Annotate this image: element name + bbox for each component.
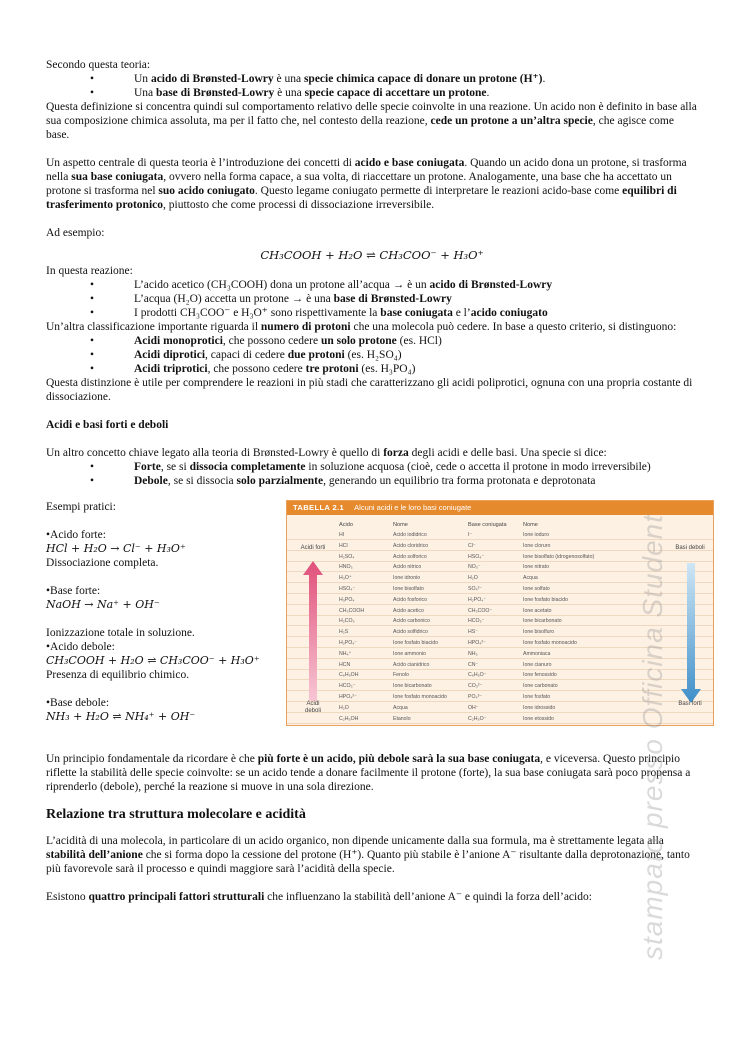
table-cell: Ione cloruro — [523, 542, 551, 549]
text: , se si dissocia — [167, 475, 237, 487]
bold-text: Acidi diprotici — [134, 349, 206, 361]
table-cell: Ione nitrato — [523, 564, 549, 571]
definition-list — [46, 72, 698, 100]
table-cell: OH⁻ — [468, 704, 479, 711]
bold-text: base di Brønsted-Lowry — [333, 293, 452, 305]
paragraph — [46, 320, 698, 334]
table-cell: Ione cianuro — [523, 661, 552, 668]
paragraph — [46, 752, 698, 794]
example-label: Ad esempio: — [46, 227, 105, 239]
table-cell: Ione idronio — [393, 575, 421, 582]
table-cell: C₆H₅O⁻ — [468, 672, 487, 679]
text: che si forma dopo la cessione del protone (H⁺). Quanto più stabile è l’anione A⁻ risultante dalla deprotonazione, tanto più favorevole sarà il processo e quindi maggiore sarà l’acidità della specie. — [46, 849, 690, 875]
bold-text: specie capace di accettare un protone — [304, 87, 487, 99]
text: e l’ — [452, 307, 471, 319]
text: L’acido acetico (CH₃COOH) dona un protone all’acqua → è un — [134, 279, 430, 291]
bold-text: Acidi triprotici — [134, 363, 208, 375]
list-item — [46, 362, 698, 376]
table-cell: NO₃⁻ — [468, 564, 481, 571]
section-heading: Relazione tra struttura molecolare e acidità — [46, 807, 306, 822]
table-cell: H₂S — [339, 629, 349, 636]
strength-list — [46, 460, 698, 488]
text: L’acidità di una molecola, in particolare di un acido organico, non dipende unicamente dalla sua formula, ma è strettamente legata alla — [46, 835, 664, 847]
table-cell: HCO₃⁻ — [468, 618, 485, 625]
examples-label: Esempi pratici: — [46, 501, 116, 513]
bold-text: più forte è un acido, più debole sarà la sua base coniugata — [257, 753, 541, 765]
table-cell: HSO₄⁻ — [468, 553, 485, 560]
table-cell: HCl — [339, 542, 348, 549]
text: Esistono — [46, 891, 89, 903]
text: , che agisce come base. — [46, 115, 674, 141]
table-cell: Acido nitrico — [393, 564, 422, 571]
side-label-basi-forti: Basi forti — [678, 701, 702, 707]
intro-text: Secondo questa teoria: — [46, 59, 151, 71]
bold-text: solo parzialmente — [236, 475, 324, 487]
table-cell: Fenolo — [393, 672, 409, 679]
table-cell: CH₃COOH — [339, 607, 365, 614]
text: Un principio fondamentale da ricordare è che — [46, 753, 258, 765]
table-cell: Ione fosfato — [523, 694, 551, 700]
table-cell: Ione idrossido — [523, 704, 556, 711]
table-cell: H₂PO₄⁻ — [468, 596, 487, 603]
column-header: Acido — [339, 522, 353, 528]
strong-acid-note: Dissociazione completa. — [46, 557, 159, 569]
text: , e viceversa. Questo principio riflette la stabilità delle specie coinvolte: se un acido tende a donare facilmente il protone (forte), la sua base coniugata sarà poco propensa a riprenderlo (debole), perché la reazione si muove in una sola direzione. — [46, 753, 691, 793]
table-cell: HI — [339, 532, 345, 538]
in-reaction-label: In questa reazione: — [46, 265, 133, 277]
table-cell: HSO₄⁻ — [339, 586, 356, 592]
bold-text: un solo protone — [320, 335, 397, 347]
table-cell: Ione carbonato — [523, 683, 558, 690]
table-cell: CN⁻ — [468, 661, 479, 668]
table-cell: Ione bisolfuro — [523, 629, 555, 636]
table-cell: H₂O — [339, 704, 349, 711]
table-cell: Ione fosfato biacido — [523, 596, 568, 603]
column-header: Nome — [523, 522, 538, 528]
table-cell: H₃PO₄ — [339, 596, 355, 603]
text: . Questo legame coniugato permette di interpretare le reazioni acido-base come — [254, 185, 623, 197]
table-cell: SO₄²⁻ — [468, 586, 483, 592]
table-cell: NH₃ — [468, 650, 478, 657]
table-cell: C₆H₅OH — [339, 672, 359, 679]
table-cell: Cl⁻ — [468, 542, 476, 549]
text: , ovvero nella forma capace, a sua volta, di riaccettare un protone. Analogamente, una base che ha accettato un protone si trasforma nel — [46, 171, 672, 197]
bold-text: dissocia completamente — [189, 461, 306, 473]
base-strength-arrow-icon — [679, 563, 703, 703]
strong-acid-equation: HCl + H₂O → Cl⁻ + H₃O⁺ — [46, 542, 186, 555]
text: , generando un equilibrio tra forma protonata e deprotonata — [323, 475, 596, 487]
table-cell: Ione acetato — [523, 607, 552, 614]
paragraph — [46, 446, 698, 460]
examples-and-table — [46, 500, 705, 752]
column-header: Nome — [393, 522, 408, 528]
text: degli acidi e delle basi. Una specie si dice: — [408, 447, 607, 459]
table-cell: CH₃COO⁻ — [468, 607, 493, 614]
list-item — [46, 86, 698, 100]
list-item — [46, 72, 698, 86]
table-cell: NH₄⁺ — [339, 650, 352, 657]
main-equation: CH₃COOH + H₂O ⇌ CH₃COO⁻ + H₃O⁺ — [260, 248, 484, 262]
bold-text: base di Brønsted-Lowry — [156, 87, 275, 99]
bold-text: due protoni — [287, 349, 345, 361]
table-cell: H₂CO₃ — [339, 618, 355, 625]
bold-text: numero di protoni — [260, 321, 351, 333]
table-cell: Ione fenossido — [523, 672, 557, 679]
text: è una — [274, 87, 305, 99]
text: , che possono cedere — [207, 363, 306, 375]
list-item — [46, 292, 698, 306]
table-cell: Ammoniaca — [523, 650, 551, 657]
text: L’acqua (H₂O) accetta un protone → è una — [134, 293, 334, 305]
reaction-list — [46, 278, 698, 320]
bold-text: quattro principali fattori strutturali — [88, 891, 265, 903]
bold-text: acido di Brønsted-Lowry — [150, 73, 274, 85]
bold-text: tre protoni — [305, 363, 359, 375]
table-cell: H₂SO₄ — [339, 553, 355, 560]
bold-text: specie chimica capace di donare un protone (H⁺) — [303, 73, 543, 85]
column-header: Base coniugata — [468, 522, 507, 528]
table-cell: Ione bisolfato — [393, 586, 424, 592]
bold-text: acido e base coniugata — [354, 157, 465, 169]
list-item — [46, 306, 698, 320]
paragraph: Questa distinzione è utile per comprendere le reazioni in più stadi che caratterizzano gli acidi poliprotici, ognuna con una propria costante di dissociazione. — [46, 377, 693, 403]
text: , piuttosto che come processi di dissociazione irreversibile. — [163, 199, 435, 211]
weak-base-equation: NH₃ + H₂O ⇌ NH₄⁺ + OH⁻ — [46, 710, 196, 723]
text: (es. H₃PO₄) — [358, 363, 416, 375]
bold-text: forza — [383, 447, 409, 459]
table-cell: Acido iodidrico — [393, 532, 427, 538]
weak-base-label: •Base debole: — [46, 697, 110, 709]
table-title: Alcuni acidi e le loro basi coniugate — [354, 503, 472, 512]
table-cell: Acqua — [523, 575, 538, 582]
table-cell: Acido carbonico — [393, 618, 430, 625]
table-cell: H₂PO₄⁻ — [339, 640, 358, 646]
weak-acid-label: •Acido debole: — [46, 641, 115, 653]
text: (es. HCl) — [396, 335, 442, 347]
table-cell: C₂H₅O⁻ — [468, 715, 487, 722]
table-cell: Etanolo — [393, 715, 411, 722]
text: . Quando un acido dona un protone, si trasforma nella — [46, 157, 687, 183]
table-cell: Ione solfato — [523, 586, 550, 592]
text: che influenzano la stabilità dell’anione A⁻ e quindi la forza dell’acido: — [264, 891, 592, 903]
list-item — [46, 348, 698, 362]
table-cell: Ione fosfato monoacido — [523, 640, 577, 646]
table-cell: Acido solforico — [393, 553, 427, 560]
strong-base-note: Ionizzazione totale in soluzione. — [46, 627, 195, 639]
document-page — [46, 58, 705, 904]
table-cell: H₂O — [468, 575, 478, 582]
table-cell: Ione etossido — [523, 715, 554, 722]
list-item — [46, 460, 698, 474]
table-cell: Ione fosfato biacido — [393, 640, 438, 646]
bold-text: cede un protone a un’altra specie — [430, 115, 593, 127]
text: , che possono cedere — [222, 335, 321, 347]
table-cell: C₂H₅OH — [339, 715, 359, 722]
table-cell: Ione bisolfato (idrogenosolfato) — [523, 553, 595, 560]
side-label-acidi-forti: Acidi forti — [300, 545, 326, 551]
text: Un’altra classificazione importante riguarda il — [46, 321, 261, 333]
table-cell: Acqua — [393, 704, 408, 711]
table-cell: HPO₄²⁻ — [468, 640, 486, 646]
list-item — [46, 474, 698, 488]
text: è una — [273, 73, 304, 85]
table-tag: TABELLA 2.1 — [293, 503, 345, 512]
text: . — [486, 87, 490, 99]
strong-base-label: •Base forte: — [46, 585, 101, 597]
table-cell: Ione ioduro — [523, 532, 549, 538]
table-cell: Acido fosforico — [393, 596, 428, 603]
examples-column — [46, 500, 282, 724]
bold-text: base coniugata — [380, 307, 453, 319]
acid-strength-arrow-icon — [301, 561, 325, 711]
table-cell: PO₄³⁻ — [468, 694, 483, 700]
table-cell: CO₃²⁻ — [468, 683, 483, 690]
table-cell: HCN — [339, 661, 351, 668]
table-cell: HS⁻ — [468, 629, 478, 636]
table-cell: Acido cianidrico — [393, 661, 430, 668]
text: , se si — [160, 461, 190, 473]
text: Una — [134, 87, 157, 99]
bold-text: Debole — [134, 475, 168, 487]
bold-text: stabilità dell’anione — [46, 849, 143, 861]
text: in soluzione acquosa (cioè, cede o accetta il protone in modo irreversibile) — [305, 461, 651, 473]
watermark: stampato presso Officina Student — [637, 514, 668, 960]
text: Un aspetto centrale di questa teoria è l’introduzione dei concetti di — [46, 157, 355, 169]
list-item — [46, 278, 698, 292]
text: Questa definizione si concentra quindi sul comportamento relativo delle specie coinvolte in una reazione. Un acido non è definito in base alla sua composizione chimica assoluta, ma per il fatto che, nel contesto della reazione, — [46, 101, 697, 127]
paragraph — [46, 100, 698, 142]
table-cell: HCO₃⁻ — [339, 683, 356, 690]
bold-text: acido di Brønsted-Lowry — [429, 279, 553, 291]
section-heading: Acidi e basi forti e deboli — [46, 419, 169, 431]
strong-acid-label: •Acido forte: — [46, 529, 106, 541]
table-cell: Acido solfidrico — [393, 629, 428, 636]
weak-acid-equation: CH₃COOH + H₂O ⇌ CH₃COO⁻ + H₃O⁺ — [46, 654, 260, 667]
text: Un altro concetto chiave legato alla teoria di Brønsted-Lowry è quello di — [46, 447, 384, 459]
text: che una molecola può cedere. In base a questo criterio, si distinguono: — [350, 321, 677, 333]
table-cell: Acido cloridrico — [393, 542, 429, 549]
table-cell: Ione bicarbonato — [523, 618, 562, 625]
text: , capaci di cedere — [205, 349, 288, 361]
table-cell: Ione ammonio — [393, 650, 426, 657]
paragraph — [46, 890, 698, 904]
side-label-acidi-deboli: Acidi deboli — [304, 701, 321, 714]
text: Un — [134, 73, 151, 85]
bold-text: acido coniugato — [470, 307, 548, 319]
strong-base-equation: NaOH → Na⁺ + OH⁻ — [46, 598, 160, 611]
text: I prodotti CH₃COO⁻ e H₃O⁺ sono rispettivamente la — [134, 307, 381, 319]
bold-text: equilibri di trasferimento protonico — [46, 185, 677, 211]
weak-acid-note: Presenza di equilibrio chimico. — [46, 669, 190, 681]
table-cell: Acido acetico — [393, 607, 424, 614]
list-item — [46, 334, 698, 348]
table-cell: H₃O⁺ — [339, 575, 352, 582]
paragraph — [46, 834, 698, 876]
table-cell: Ione bicarbonato — [393, 683, 432, 690]
bold-text: Acidi monoprotici — [134, 335, 223, 347]
table-cell: I⁻ — [468, 532, 473, 538]
paragraph — [46, 156, 698, 212]
side-label-basi-deboli: Basi deboli — [675, 545, 705, 551]
protic-list — [46, 334, 698, 376]
bold-text: Forte — [134, 461, 161, 473]
table-cell: Ione fosfato monoacido — [393, 694, 447, 700]
bold-text: suo acido coniugato — [158, 185, 255, 197]
text: (es. H₂SO₄) — [344, 349, 402, 361]
table-cell: HNO₃ — [339, 564, 353, 571]
bold-text: sua base coniugata — [71, 171, 164, 183]
table-header-bar — [287, 501, 713, 515]
table-cell: HPO₄²⁻ — [339, 694, 357, 700]
text: . — [542, 73, 546, 85]
